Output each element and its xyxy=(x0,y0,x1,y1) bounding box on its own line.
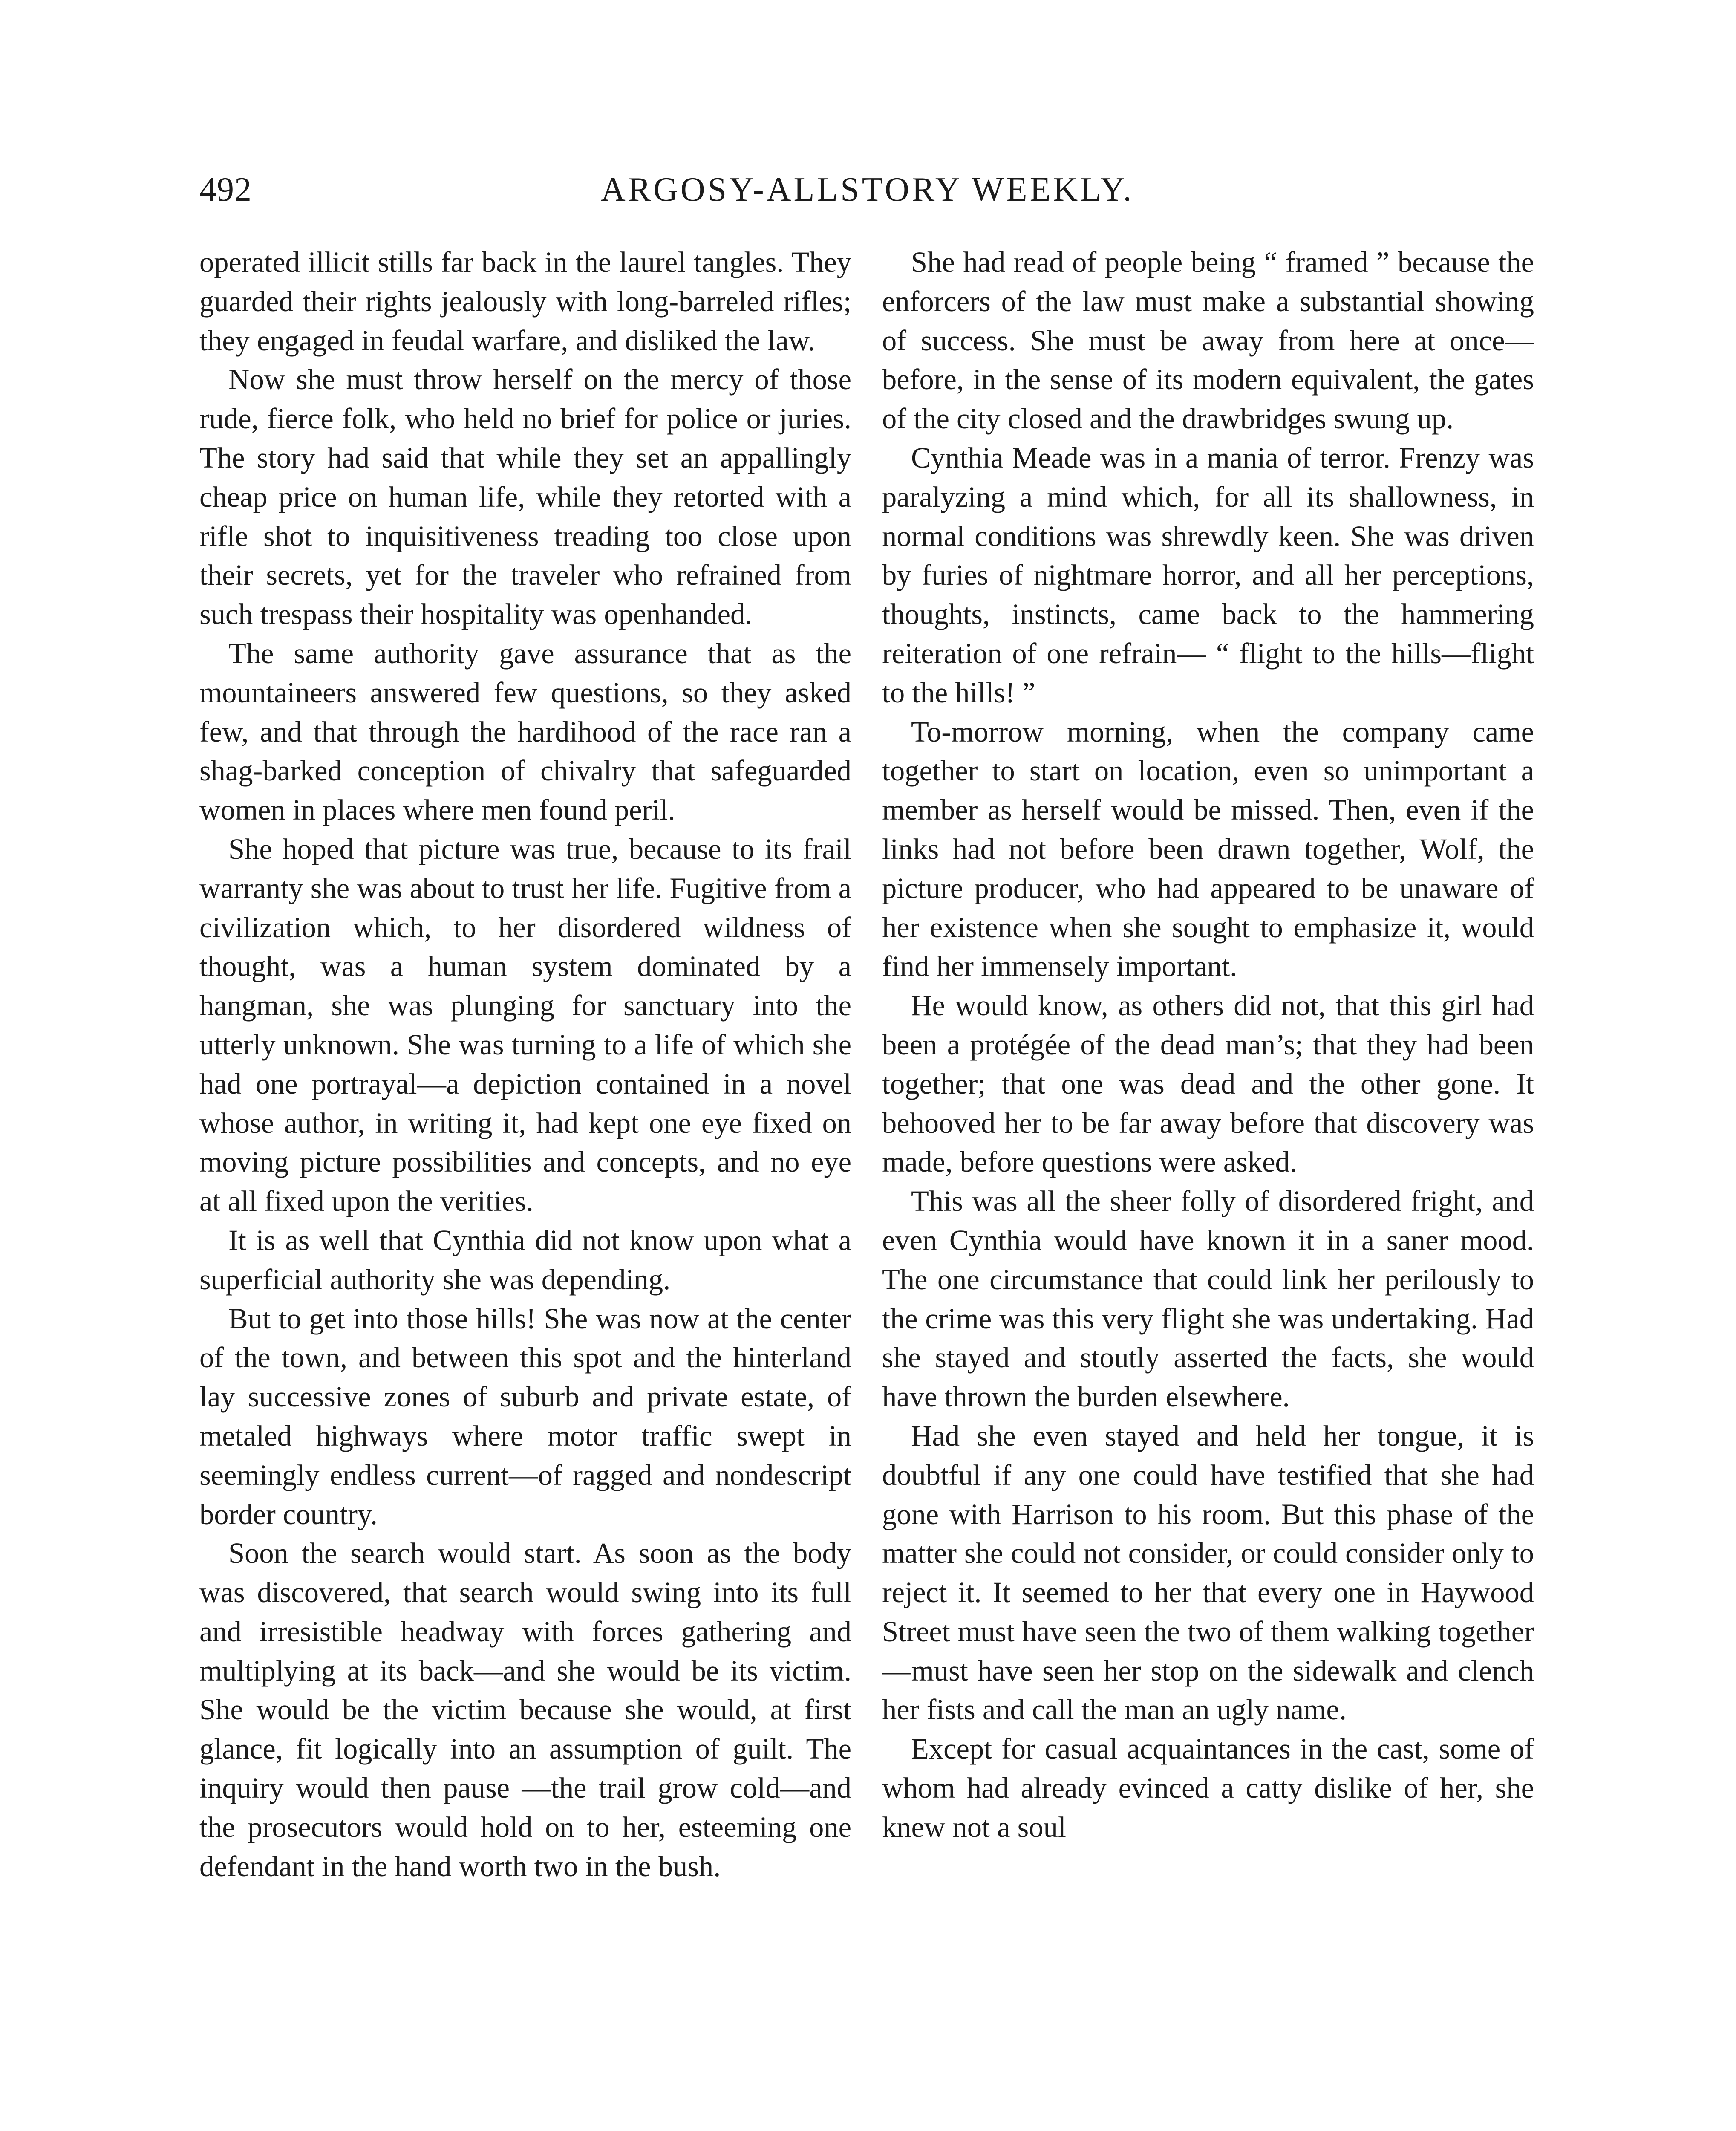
paragraph: Soon the search would start. As soon as the body was discovered, that search would swing into its full and irresistible headway with forces gathering and multiplying at its back—and she would be its victim. She would be the victim because she would, at first glance, fit logically into an assumption of guilt. The inquiry would then pause —the trail grow cold—and the prosecutors would hold on to her, esteeming one defendant in the hand worth two in the bush. xyxy=(199,1537,851,1883)
paragraph: Had she even stayed and held her tongue, it is doubtful if any one could have testified that she had gone with Harrison to his room. But this phase of the matter she could not consider, or could consider only to reject it. It seemed to her that every one in Haywood Street must have seen the two of them walking together—must have seen her stop on the sidewalk and clench her fists and call the man an ugly name. xyxy=(882,1419,1534,1726)
paragraph: To-morrow morning, when the company came together to start on location, even so unimportant a member as herself would be missed. Then, even if the links had not before been drawn together, Wolf, the picture producer, who had appeared to be unaware of her existence when she sought to emphasize it, would find her immensely important. xyxy=(882,715,1534,983)
paragraph: The same authority gave assurance that as the mountaineers answered few questions, so they asked few, and that through the hardihood of the race ran a shag-barked conception of chivalry that safeguarded women in places where men found peril. xyxy=(199,637,851,826)
paragraph: Cynthia Meade was in a mania of terror. Frenzy was paralyzing a mind which, for all its shallowness, in normal conditions was shrewdly keen. She was driven by furies of nightmare horror, and all her perceptions, thoughts, instincts, came back to the hammering reiteration of one refrain— “ flight to the hills—flight to the hills! ” xyxy=(882,441,1534,709)
paragraph: He would know, as others did not, that this girl had been a protégée of the dead man’s; that they had been together; that one was dead and the other gone. It behooved her to be far away before that discovery was made, before questions were asked. xyxy=(882,989,1534,1178)
paragraph: She hoped that picture was true, because to its frail warranty she was about to trust her life. Fugitive from a civilization which, to her disordered wildness of thought, was a human system dominated by a hangman, she was plunging for sanctuary into the utterly unknown. She was turning to a life of which she had one portrayal—a depiction contained in a novel whose author, in writing it, had kept one eye fixed on moving picture possibilities and concepts, and no eye at all fixed upon the verities. xyxy=(199,832,851,1218)
paragraph: But to get into those hills! She was now at the center of the town, and between this spot and the hinterland lay successive zones of suburb and private estate, of metaled highways where motor traffic swept in seemingly endless current—of ragged and nondescript border country. xyxy=(199,1302,851,1530)
paragraph: It is as well that Cynthia did not know upon what a superficial authority she was depending. xyxy=(199,1224,851,1296)
paragraph: operated illicit stills far back in the laurel tangles. They guarded their rights jealously with long-barreled rifles; they engaged in feudal warfare, and disliked the law. xyxy=(199,246,851,357)
paragraph: This was all the sheer folly of disordered fright, and even Cynthia would have known it in a saner mood. The one circumstance that could link her perilously to the crime was this very flight she was undertaking. Had she stayed and stoutly asserted the facts, she would have thrown the burden elsewhere. xyxy=(882,1185,1534,1413)
page-header xyxy=(0,170,1736,222)
left-column xyxy=(199,243,851,2131)
paragraph: Except for casual acquaintances in the cast, some of whom had already evinced a catty dislike of her, she knew not a soul xyxy=(882,1733,1534,1843)
paragraph: Now she must throw herself on the mercy of those rude, fierce folk, who held no brief for police or juries. The story had said that while they set an appallingly cheap price on human life, while they retorted with a rifle shot to inquisitiveness treading too close upon their secrets, yet for the traveler who refrained from such trespass their hospitality was openhanded. xyxy=(199,363,851,631)
paragraph: She had read of people being “ framed ” because the enforcers of the law must make a substantial showing of success. She must be away from here at once—before, in the sense of its modern equivalent, the gates of the city closed and the drawbridges swung up. xyxy=(882,246,1534,435)
right-column xyxy=(882,243,1534,2131)
running-title: ARGOSY-ALLSTORY WEEKLY. xyxy=(601,171,1134,208)
page-number: 492 xyxy=(199,171,252,208)
